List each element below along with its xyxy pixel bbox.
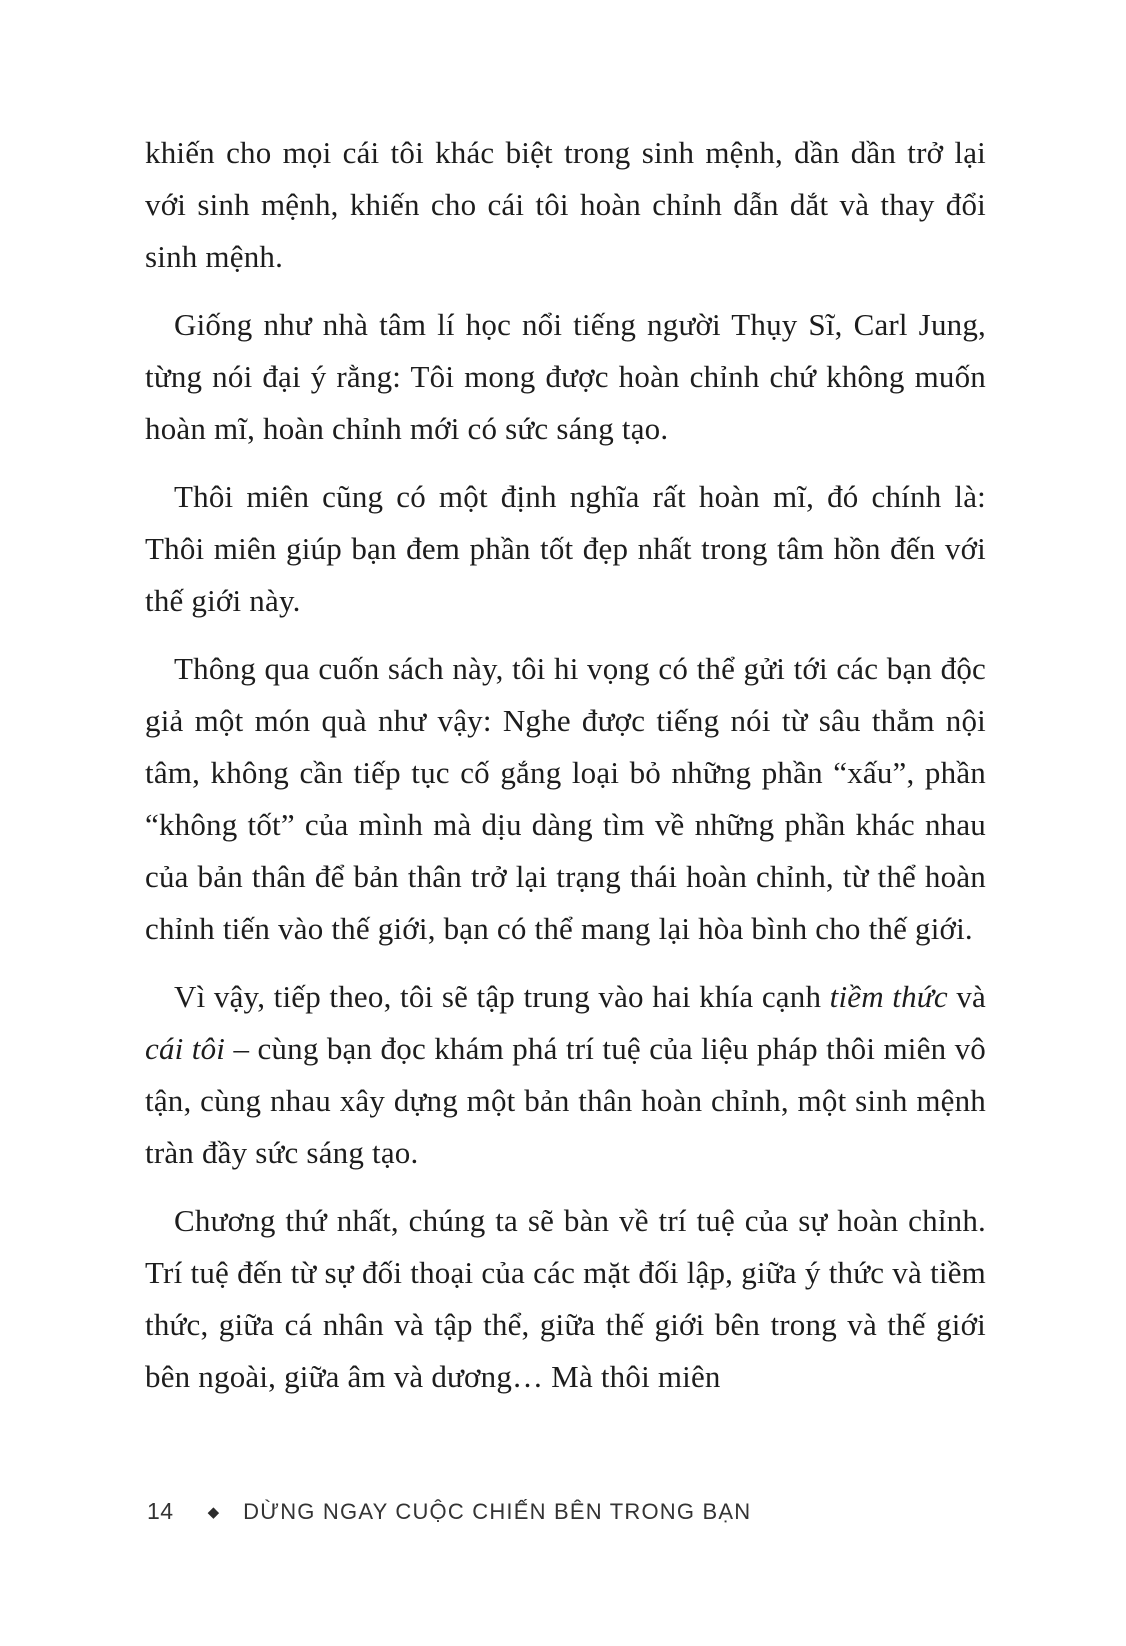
running-title: DỪNG NGAY CUỘC CHIẾN BÊN TRONG BẠN bbox=[243, 1498, 752, 1524]
paragraph bbox=[145, 127, 986, 283]
text-run: Thông qua cuốn sách này, tôi hi vọng có thể gửi tới các bạn độc giả một món quà như vậy: Nghe được tiếng nói từ sâu thẳm nội tâm, không cần tiếp tục cố gắng loại bỏ những phần “xấu”, phần “không tốt” của mình mà dịu dàng tìm về những phần khác nhau của bản thân để bản thân trở lại trạng thái hoàn chỉnh, từ thể hoàn chỉnh tiến vào thế giới, bạn có thể mang lại hòa bình cho thế giới. bbox=[145, 651, 986, 946]
text-run: Thôi miên cũng có một định nghĩa rất hoàn mĩ, đó chính là: Thôi miên giúp bạn đem phần tốt đẹp nhất trong tâm hồn đến với thế giới này. bbox=[145, 479, 986, 618]
text-run: – cùng bạn đọc khám phá trí tuệ của liệu pháp thôi miên vô tận, cùng nhau xây dựng một bản thân hoàn chỉnh, một sinh mệnh tràn đầy sức sáng tạo. bbox=[145, 1031, 986, 1170]
text-run: Vì vậy, tiếp theo, tôi sẽ tập trung vào hai khía cạnh bbox=[174, 979, 830, 1014]
diamond-icon: ◆ bbox=[207, 1503, 220, 1521]
text-run: và bbox=[947, 979, 986, 1014]
paragraph bbox=[145, 643, 986, 955]
italic-text-run: cái tôi bbox=[145, 1031, 226, 1066]
text-run: Chương thứ nhất, chúng ta sẽ bàn về trí tuệ của sự hoàn chỉnh. Trí tuệ đến từ sự đối thoại của các mặt đối lập, giữa ý thức và tiềm thức, giữa cá nhân và tập thể, giữa thế giới bên trong và thế giới bên ngoài, giữa âm và dương… Mà thôi miên bbox=[145, 1203, 986, 1394]
page-footer bbox=[147, 1498, 751, 1525]
paragraph bbox=[145, 971, 986, 1179]
italic-text-run: tiềm thức bbox=[829, 979, 948, 1014]
paragraph bbox=[145, 1195, 986, 1403]
paragraph bbox=[145, 299, 986, 455]
paragraph bbox=[145, 471, 986, 627]
page-number: 14 bbox=[147, 1498, 174, 1524]
body-text bbox=[145, 127, 986, 1419]
text-run: khiến cho mọi cái tôi khác biệt trong sinh mệnh, dần dần trở lại với sinh mệnh, khiến cho cái tôi hoàn chỉnh dẫn dắt và thay đổi sinh mệnh. bbox=[145, 135, 986, 274]
text-run: Giống như nhà tâm lí học nổi tiếng người Thụy Sĩ, Carl Jung, từng nói đại ý rằng: Tôi mong được hoàn chỉnh chứ không muốn hoàn mĩ, hoàn chỉnh mới có sức sáng tạo. bbox=[145, 307, 986, 446]
